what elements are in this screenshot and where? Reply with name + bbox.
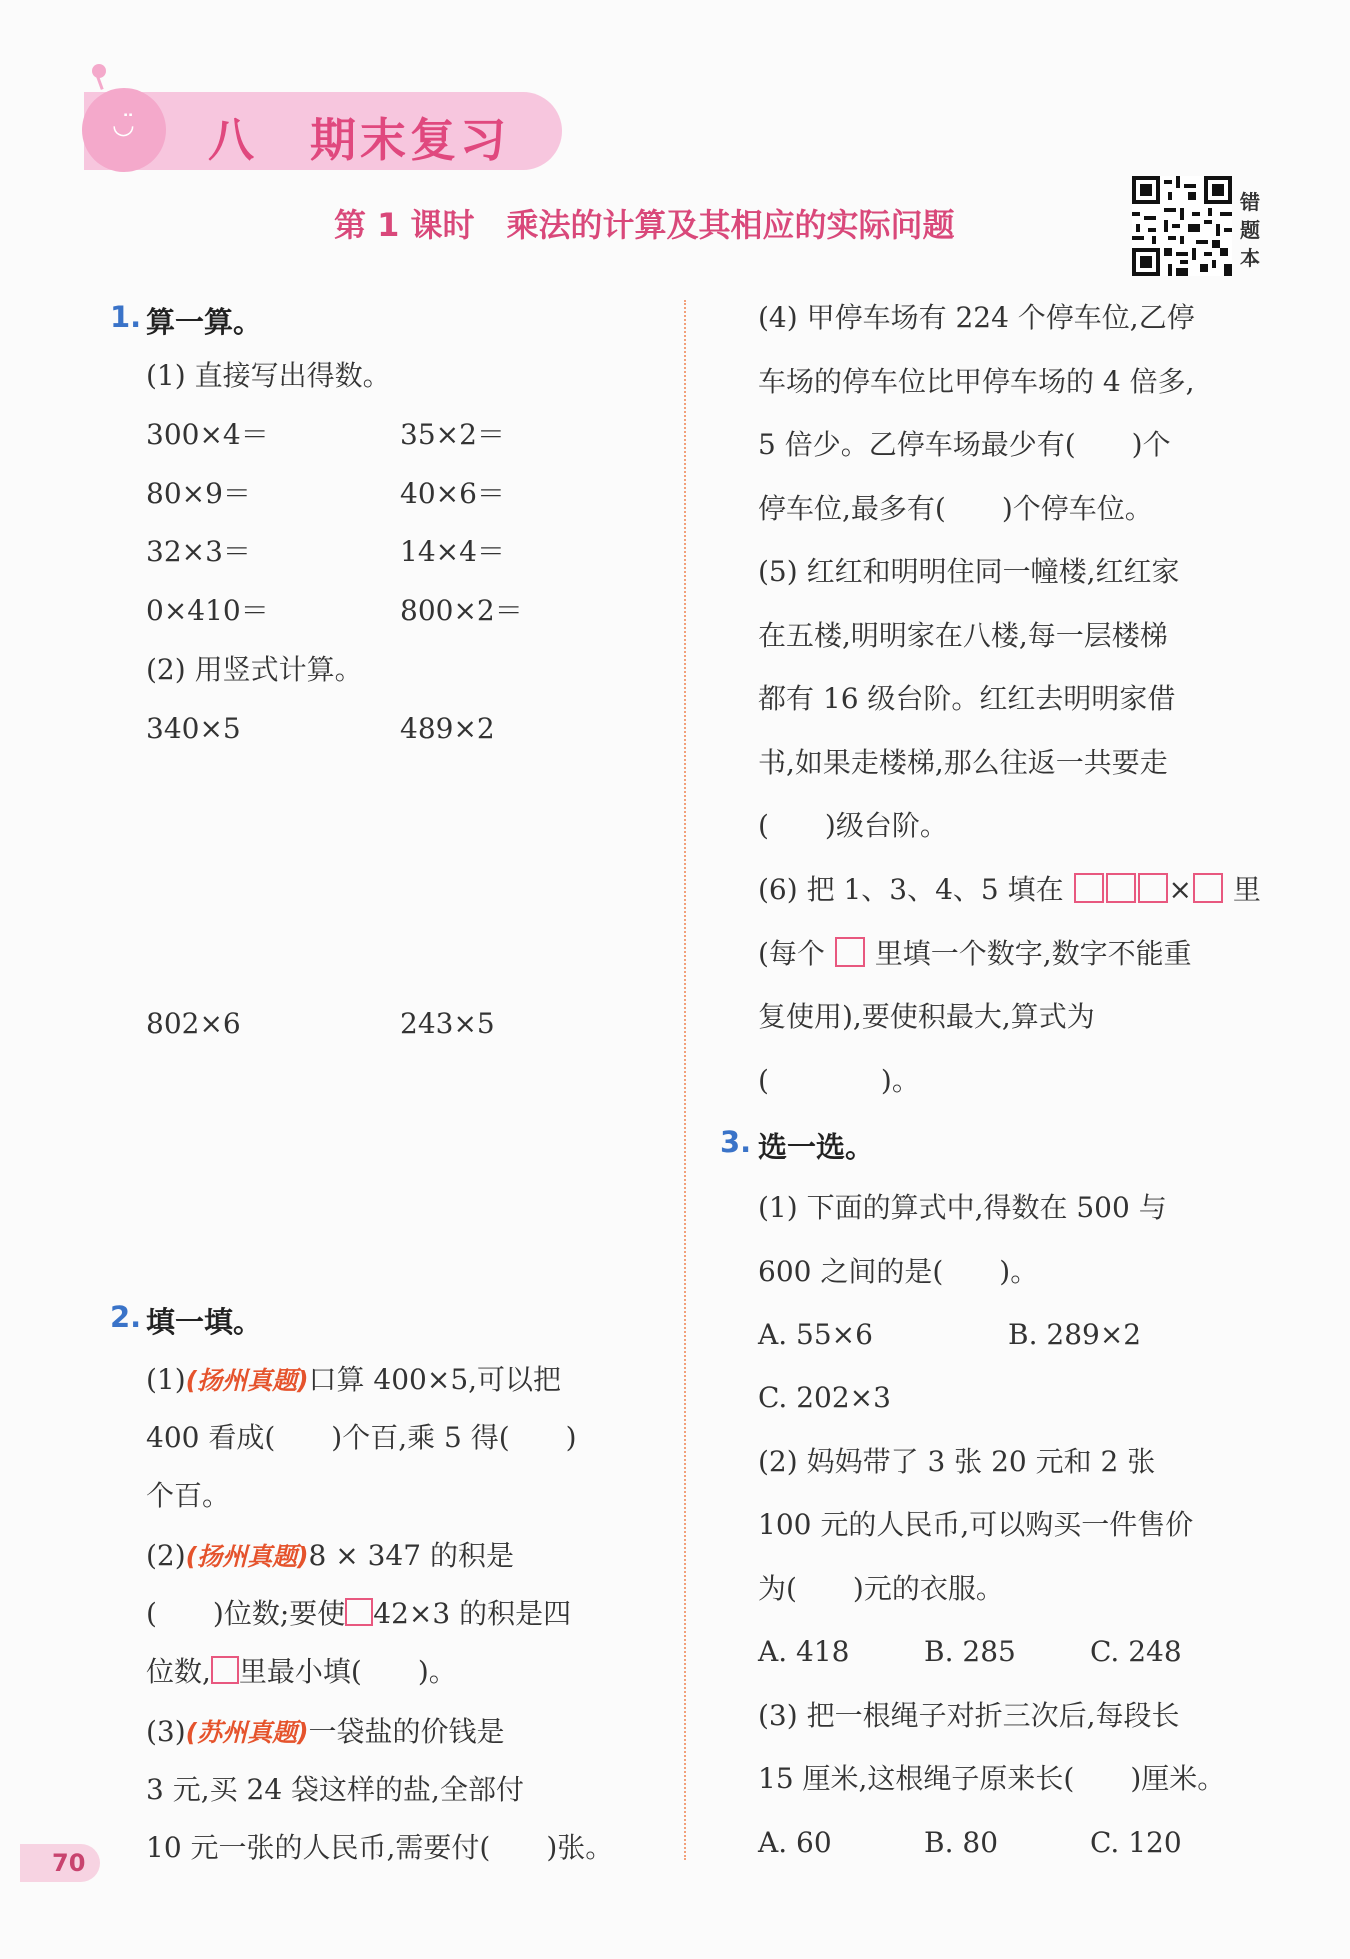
times-sign: × [1168,873,1192,906]
q2-p3-prefix: (3) [146,1715,186,1748]
page-number-tab [20,1844,100,1882]
q2-p2-line3 [146,1652,457,1692]
mascot-antenna-ball [92,64,106,78]
oral-item: 800×2＝ [400,594,523,627]
q2-p2-line1 [146,1536,514,1577]
q3-number: 3. [720,1125,752,1159]
q2-p5-line: (5) 红红和明明住同一幢楼,红红家 [758,555,1180,588]
q2-p1-prefix: (1) [146,1363,186,1396]
vertical-item: 243×5 [400,1007,495,1040]
q3-p2-option-b[interactable]: B. 285 [924,1635,1016,1668]
answer-box[interactable] [345,1598,373,1626]
oral-item: 80×9＝ [146,477,251,510]
lesson-title: 第 1 课时 乘法的计算及其相应的实际问题 [334,206,955,244]
qr-label-3: 本 [1240,246,1260,270]
q3-p1-option-a[interactable]: A. 55×6 [758,1318,873,1351]
chapter-number: 八 [208,113,254,167]
q3-p1-line: (1) 下面的算式中,得数在 500 与 [758,1191,1167,1224]
vertical-item: 489×2 [400,712,495,745]
q2-p5-line: 书,如果走楼梯,那么往返一共要走 [758,746,1168,779]
q3-p2-line: 100 元的人民币,可以购买一件售价 [758,1508,1194,1541]
q2-p5-line: 都有 16 级台阶。红红去明明家借 [758,682,1176,715]
q1-title: 算一算。 [146,305,263,339]
q1-part2-label: (2) 用竖式计算。 [146,653,363,686]
q2-p6-line2 [758,934,1192,974]
q2-p1-line3: 个百。 [146,1479,231,1512]
q2-p1-text: 口算 400×5,可以把 [308,1363,562,1396]
page-number: 70 [52,1849,86,1877]
qr-label-1: 错 [1240,190,1260,214]
q3-p2-line: (2) 妈妈带了 3 张 20 元和 2 张 [758,1445,1156,1478]
oral-item: 300×4＝ [146,418,269,451]
q2-p4-line: (4) 甲停车场有 224 个停车位,乙停 [758,301,1195,334]
column-divider [684,300,686,1860]
vertical-item: 340×5 [146,712,241,745]
q3-p1-option-c[interactable]: C. 202×3 [758,1381,891,1414]
q2-p3-text: 一袋盐的价钱是 [308,1715,505,1748]
q2-p1-line2: 400 看成( )个百,乘 5 得( ) [146,1421,577,1454]
answer-box[interactable] [835,937,865,967]
q2-p6-text: 里填一个数字,数字不能重 [874,937,1192,970]
source-tag: (苏州真题) [185,1718,309,1747]
q2-p1-line1 [146,1360,561,1401]
q2-p5-line: 在五楼,明明家在八楼,每一层楼梯 [758,619,1168,652]
q2-p6-text: (每个 [758,937,825,970]
q2-p2-text: 42×3 的积是四 [373,1597,572,1630]
q2-p6-line4: ( )。 [758,1064,920,1097]
q3-p2-option-c[interactable]: C. 248 [1090,1635,1182,1668]
q2-p3-line1 [146,1712,505,1753]
q3-p1-line: 600 之间的是( )。 [758,1255,1039,1288]
q2-p2-text: 位数, [146,1655,211,1688]
q3-p1-option-b[interactable]: B. 289×2 [1008,1318,1142,1351]
source-tag: (扬州真题) [185,1542,309,1571]
q3-p2-line: 为( )元的衣服。 [758,1572,1004,1605]
q2-p2-text: 里最小填( )。 [238,1655,457,1688]
oral-item: 32×3＝ [146,535,251,568]
q2-p6-text: (6) 把 1、3、4、5 填在 [758,873,1064,906]
q3-p3-option-c[interactable]: C. 120 [1090,1826,1182,1859]
qr-code-icon[interactable] [1132,176,1232,276]
q2-p5-line: ( )级台阶。 [758,809,948,842]
q2-title: 填一填。 [146,1305,263,1339]
q1-number: 1. [110,300,142,334]
oral-item: 40×6＝ [400,477,505,510]
q1-part1-label: (1) 直接写出得数。 [146,359,391,392]
q3-title: 选一选。 [758,1130,875,1164]
q2-p3-line3: 10 元一张的人民币,需要付( )张。 [146,1831,614,1864]
oral-item: 35×2＝ [400,418,505,451]
q2-p4-line: 5 倍少。乙停车场最少有( )个 [758,428,1171,461]
q2-p2-text: ( )位数;要使 [146,1597,346,1630]
vertical-item: 802×6 [146,1007,241,1040]
oral-item: 0×410＝ [146,594,269,627]
oral-item: 14×4＝ [400,535,505,568]
answer-box[interactable] [1074,873,1104,903]
q3-p3-line: (3) 把一根绳子对折三次后,每段长 [758,1699,1180,1732]
source-tag: (扬州真题) [185,1366,309,1395]
q2-p6-text: 里 [1232,873,1261,906]
q3-p3-line: 15 厘米,这根绳子原来长( )厘米。 [758,1762,1226,1795]
q2-p2-prefix: (2) [146,1539,186,1572]
answer-box[interactable] [1138,873,1168,903]
q2-p4-line: 停车位,最多有( )个停车位。 [758,492,1153,525]
q2-p2-text: 8 × 347 的积是 [308,1539,514,1572]
q3-p3-option-b[interactable]: B. 80 [924,1826,999,1859]
q2-p4-line: 车场的停车位比甲停车场的 4 倍多, [758,365,1195,398]
answer-box[interactable] [1193,873,1223,903]
answer-box[interactable] [1106,873,1136,903]
q2-p6-line3: 复使用),要使积最大,算式为 [758,1000,1095,1033]
q2-number: 2. [110,1300,142,1334]
q3-p2-option-a[interactable]: A. 418 [758,1635,850,1668]
qr-label-2: 题 [1240,218,1260,242]
answer-box[interactable] [211,1656,239,1684]
q2-p3-line2: 3 元,买 24 袋这样的盐,全部付 [146,1773,524,1806]
q2-p2-line2 [146,1594,571,1634]
q3-p3-option-a[interactable]: A. 60 [758,1826,832,1859]
q2-p6-line1 [758,870,1261,910]
chapter-title: 期末复习 [310,113,510,167]
mascot-face-icon: ◡̈ [112,110,135,140]
